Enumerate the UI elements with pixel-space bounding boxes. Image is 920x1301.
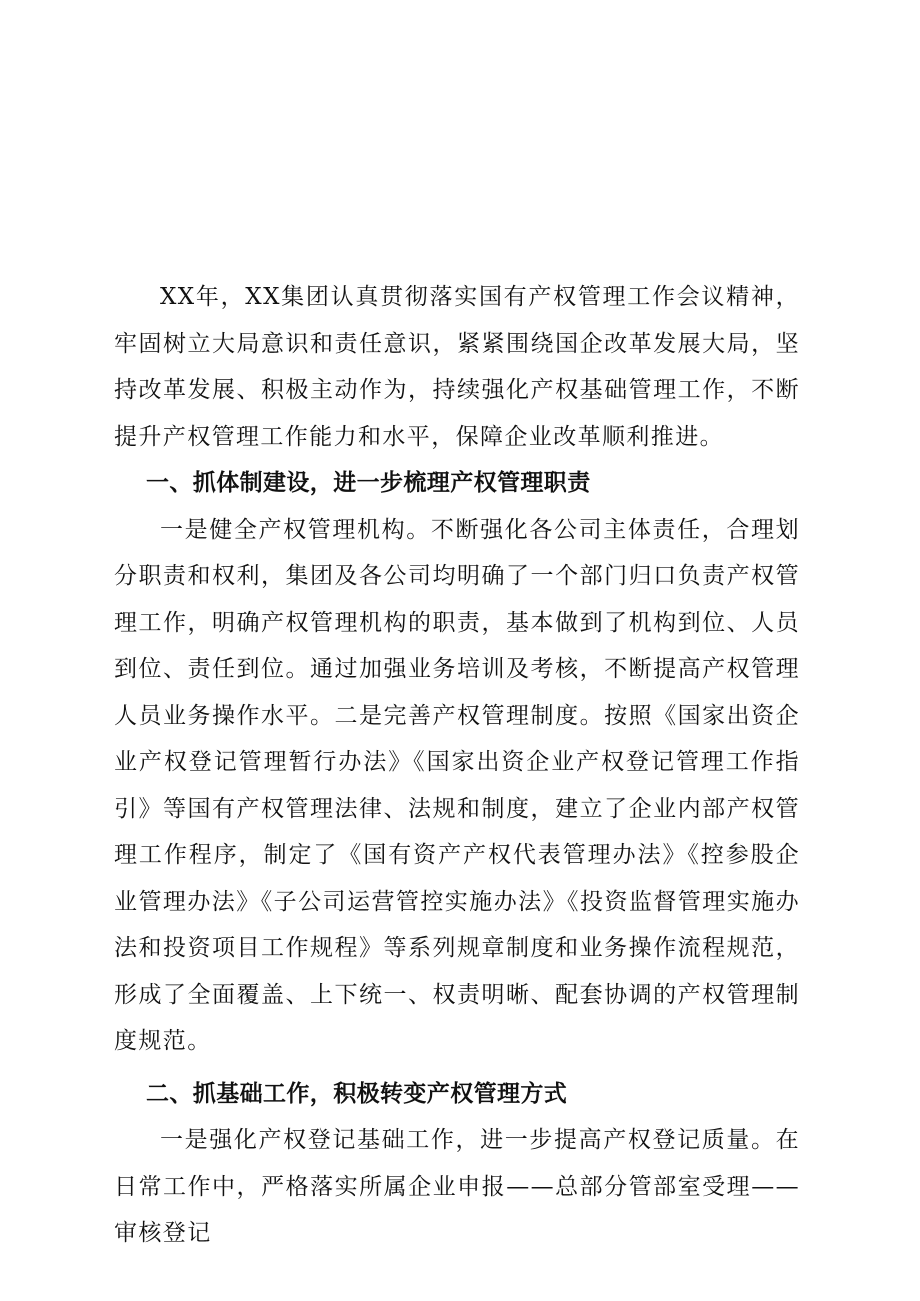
section-1-heading: 一、抓体制建设，进一步梳理产权管理职责 [146,470,591,496]
section-2-heading: 二、抓基础工作，积极转变产权管理方式 [146,1080,568,1107]
document-body [114,274,800,1257]
intro-paragraph: XX年，XX集团认真贯彻落实国有产权管理工作会议精神，牢固树立大局意识和责任意识，紧紧围绕国企改革发展大局，坚持改革发展、积极主动作为，持续强化产权基础管理工作，不断提升产权管理工作能力和水平，保障企业改革顺利推进。 [114,284,800,450]
section-1-paragraph: 一是健全产权管理机构。不断强化各公司主体责任，合理划分职责和权利，集团及各公司均明确了一个部门归口负责产权管理工作，明确产权管理机构的职责，基本做到了机构到位、人员到位、责任到位。通过加强业务培训及考核，不断提高产权管理人员业务操作水平。二是完善产权管理制度。按照《国家出资企业产权登记管理暂行办法》《国家出资企业产权登记管理工作指引》等国有产权管理法律、法规和制度，建立了企业内部产权管理工作程序，制定了《国有资产产权代表管理办法》《控参股企业管理办法》《子公司运营管控实施办法》《投资监督管理实施办法和投资项目工作规程》等系列规章制度和业务操作流程规范，形成了全面覆盖、上下统一、权责明晰、配套协调的产权管理制度规范。 [114,516,800,1054]
section-2-paragraph: 一是强化产权登记基础工作，进一步提高产权登记质量。在日常工作中，严格落实所属企业申报——总部分管部室受理——审核登记 [114,1127,800,1246]
